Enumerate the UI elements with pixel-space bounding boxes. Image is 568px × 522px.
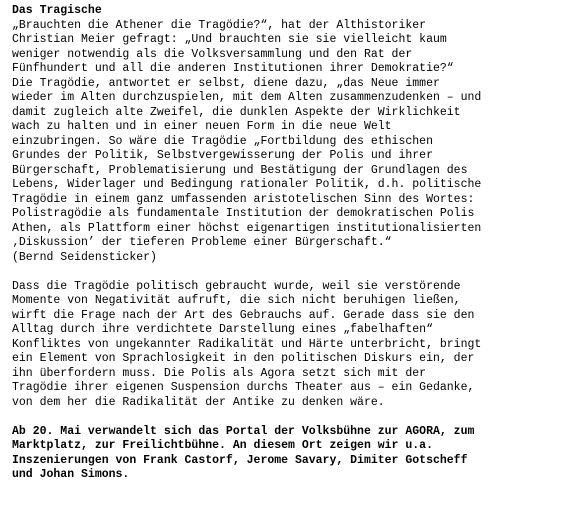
quote-line: wach zu halten und in einer neuen Form in die neue Welt — [12, 120, 392, 133]
body-line: Momente von Negativität aufruft, die sich nicht beruhigen ließen, — [12, 294, 461, 307]
body-line: Alltag durch ihre verdichtete Darstellung eines „fabelhaften“ — [12, 323, 433, 336]
body-line: wirft die Frage nach der Art des Gebrauchs auf. Gerade dass sie den — [12, 308, 475, 322]
quote-line: weniger notwendig als die Volksversammlung und den Rat der — [12, 47, 413, 61]
quote-line: ‚Diskussion’ der tieferen Probleme einer Bürgerschaft.“ — [12, 236, 392, 249]
quote-line: Christian Meier gefragt: „Und brauchten sie sie vielleicht kaum — [12, 33, 447, 46]
quote-line: damit zugleich alte Zweifel, die dunklen Aspekte der Wirklichkeit — [12, 105, 461, 119]
closing-line: Marktplatz, zur Freilichtbühne. An diesem Ort zeigen wir u.a. — [12, 439, 433, 452]
body-line: ihn überfordern muss. Die Polis als Agora setzt sich mit der — [12, 366, 427, 380]
body-line: Konfliktes von ungekannter Radikalität und Härte unterbricht, bringt — [12, 337, 482, 351]
quote-line: Grundes der Politik, Selbstvergewisserung der Polis und ihrer — [12, 149, 433, 162]
quote-line: Athen, als Plattform einer höchst eigenartigen institutionalisierten — [12, 221, 482, 235]
closing-paragraph — [12, 425, 564, 483]
quote-line: Tragödie in einem ganz umfassenden aristotelischen Sinn des Wortes: — [12, 192, 475, 206]
closing-line: und Johan Simons. — [12, 468, 130, 481]
body-line: von dem her die Radikalität der Antike zu denken wäre. — [12, 395, 385, 409]
closing-line: Inszenierungen von Frank Castorf, Jerome Savary, Dimiter Gotscheff — [12, 453, 468, 467]
paragraph-gap — [12, 410, 564, 425]
document — [12, 4, 564, 483]
document-title: Das Tragische — [12, 4, 102, 17]
quote-line: Lebens, Widerlager und Bedingung rationaler Politik, d.h. politische — [12, 178, 482, 191]
quote-paragraph — [12, 19, 564, 266]
quote-line: wieder im Alten durchzuspielen, mit dem Alten zusammenzudenken – und — [12, 91, 482, 104]
quote-line: einzubringen. So wäre die Tragödie „Fortbildung des ethischen — [12, 134, 433, 148]
body-line: Dass die Tragödie politisch gebraucht wurde, weil sie verstörende — [12, 279, 461, 293]
closing-line: Ab 20. Mai verwandelt sich das Portal der Volksbühne zur AGORA, zum — [12, 424, 475, 438]
quote-line: „Brauchten die Athener die Tragödie?“, hat der Althistoriker — [12, 18, 427, 32]
paragraph-gap — [12, 265, 564, 280]
quote-line: Fünfhundert und all die anderen Institutionen ihrer Demokratie?“ — [12, 62, 454, 75]
body-line: Tragödie ihrer eigenen Suspension durchs Theater aus – ein Gedanke, — [12, 381, 475, 394]
quote-line: Polistragödie als fundamentale Institution der demokratischen Polis — [12, 207, 475, 220]
body-paragraph — [12, 280, 564, 411]
body-line: ein Element von Sprachlosigkeit in den politischen Diskurs ein, der — [12, 352, 475, 365]
quote-attribution: (Bernd Seidensticker) — [12, 250, 157, 264]
quote-line: Die Tragödie, antwortet er selbst, diene dazu, „das Neue immer — [12, 76, 440, 90]
quote-line: Bürgerschaft, Problematisierung und Bestätigung der Grundlagen des — [12, 163, 468, 177]
